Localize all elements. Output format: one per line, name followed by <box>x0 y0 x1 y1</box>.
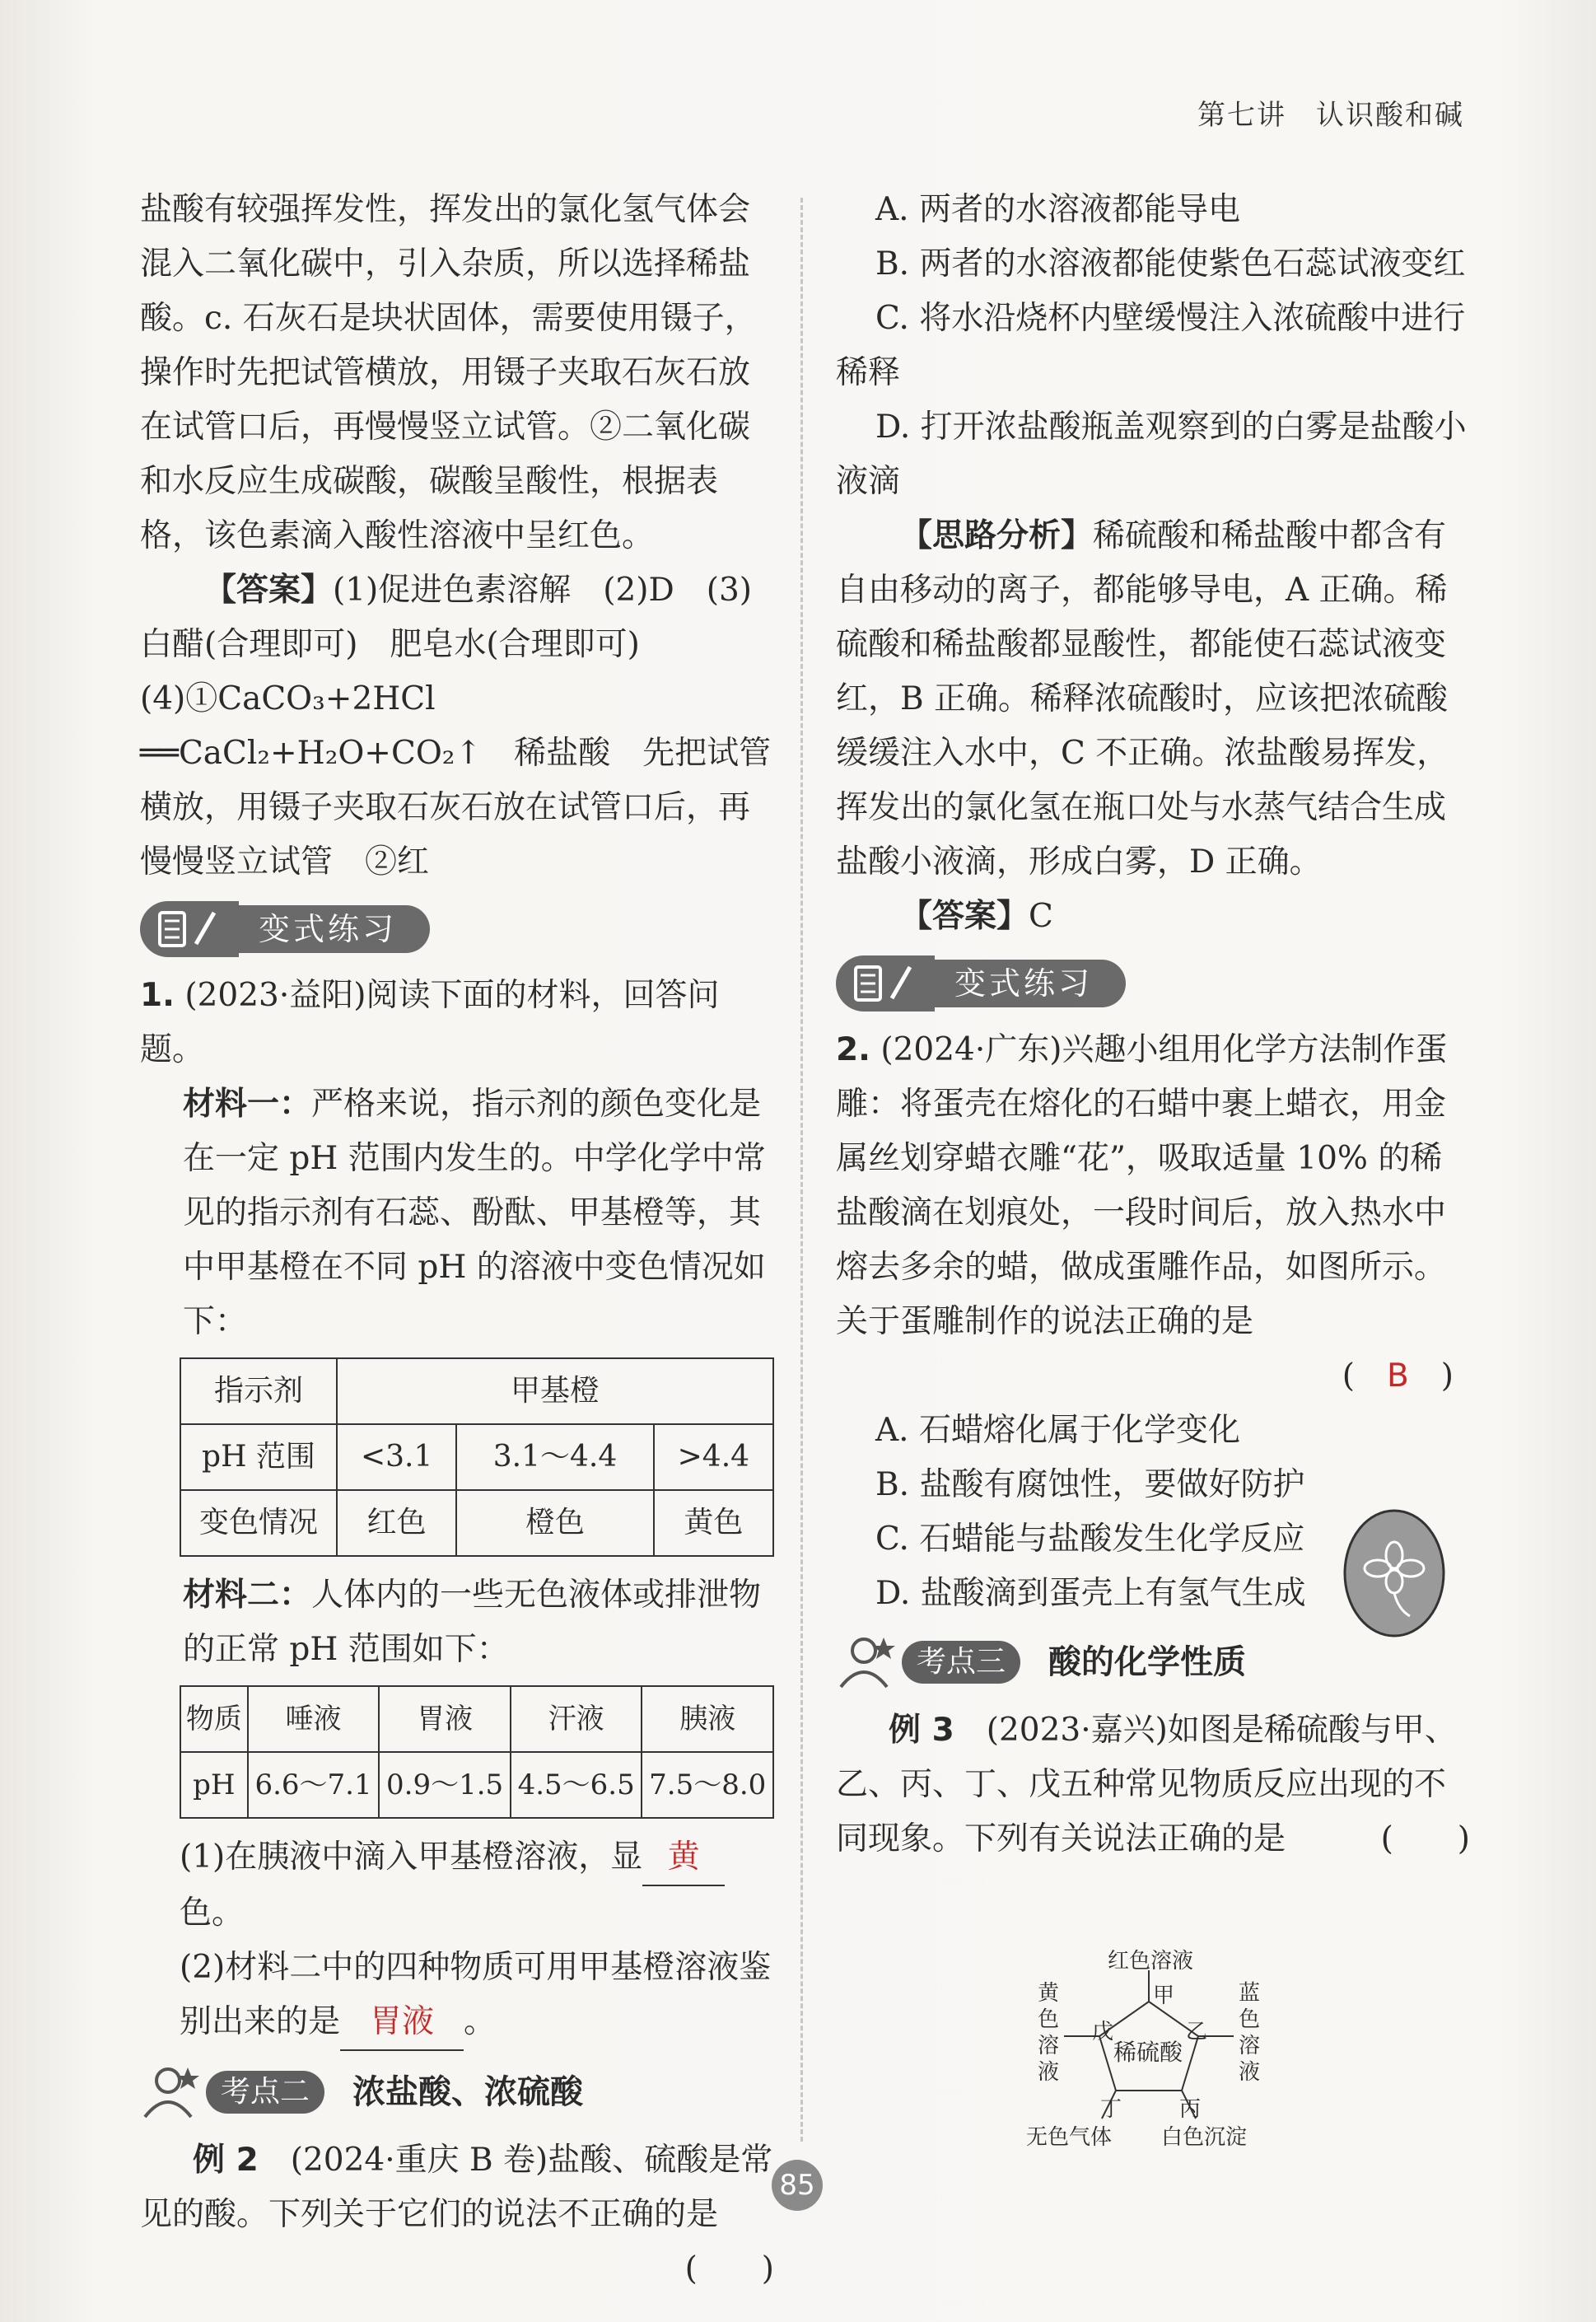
table-cell: 胃液 <box>379 1686 511 1752</box>
table-cell: 0.9～1.5 <box>379 1752 511 1818</box>
q2-options <box>836 1404 1314 1621</box>
ex3-paren: ( ) <box>1380 1820 1470 1857</box>
answer-label: 【答案】 <box>900 898 1029 935</box>
q2-answer-paren: ( B ) <box>1342 1357 1454 1395</box>
example-2 <box>140 2133 774 2242</box>
label-right: 蓝色溶液 <box>1239 1981 1261 2085</box>
practice-banner <box>836 954 1470 1013</box>
kaodian-title: 浓盐酸、浓硫酸 <box>352 2073 584 2111</box>
option-d: D. 盐酸滴到蛋壳上有氢气生成 <box>875 1575 1306 1612</box>
example-3 <box>836 1703 1470 1866</box>
m2-text: 人体内的一些无色液体或排泄物的正常 pH 范围如下： <box>183 1577 762 1668</box>
ex3-label: 例 3 <box>889 1712 954 1749</box>
ex2-text: (2024·重庆 B 卷)盐酸、硫酸是常见的酸。下列关于它们的说法不正确的是 <box>140 2142 773 2233</box>
ex2-paren: ( ) <box>684 2250 774 2287</box>
label-bottom-right: 白色沉淀 <box>1161 2125 1248 2150</box>
left-column <box>140 183 774 2296</box>
chapter-header: 第七讲 认识酸和碱 <box>1197 99 1464 132</box>
option-a: A. 石蜡熔化属于化学变化 <box>875 1412 1240 1449</box>
ex2-label: 例 2 <box>193 2142 259 2179</box>
q2-text: (2024·广东)兴趣小组用化学方法制作蛋雕：将蛋壳在熔化的石蜡中裹上蜡衣，用金属丝划穿蜡衣雕“花”，吸取适量 10% 的稀盐酸滴在划痕处，一段时间后，放入热水中熔去多余的蜡，做成蛋雕作品，如图所示。关于蛋雕制作的说法正确的是 <box>836 1031 1448 1340</box>
analysis-paragraph <box>836 509 1470 890</box>
table-cell: 橙色 <box>456 1490 653 1556</box>
person-star-icon <box>140 2063 206 2122</box>
option-b: B. 两者的水溶液都能使紫色石蕊试液变红 <box>875 245 1466 283</box>
table-cell: 3.1～4.4 <box>456 1424 653 1490</box>
table-cell: 物质 <box>180 1686 248 1752</box>
label-yi: 乙 <box>1186 2020 1208 2044</box>
q1-1-answer: 黄 <box>642 1830 725 1886</box>
option-d: D. 打开浓盐酸瓶盖观察到的白雾是盐酸小液滴 <box>836 409 1467 500</box>
table-cell: 唾液 <box>248 1686 380 1752</box>
indicator-table <box>180 1357 774 1557</box>
table-row <box>180 1752 773 1818</box>
q2-number: 2. <box>836 1031 870 1068</box>
banner-label: 变式练习 <box>935 960 1126 1007</box>
table-cell: >4.4 <box>654 1424 773 1490</box>
label-left: 黄色溶液 <box>1038 1981 1060 2085</box>
m2-label: 材料二： <box>183 1577 312 1614</box>
practice-banner <box>140 899 774 959</box>
table-cell: 7.5～8.0 <box>642 1752 773 1818</box>
table-cell: 红色 <box>337 1490 456 1556</box>
label-jia: 甲 <box>1153 1983 1175 2008</box>
option-c: C. 将水沿烧杯内壁缓慢注入浓硫酸中进行稀释 <box>836 300 1466 391</box>
label-bing: 丙 <box>1179 2097 1202 2122</box>
table-cell: 甲基橙 <box>337 1358 773 1424</box>
table-row <box>180 1424 773 1490</box>
q1-2-answer: 胃液 <box>340 1995 464 2051</box>
person-star-icon <box>836 1633 902 1692</box>
book-pen-icon <box>836 955 935 1011</box>
ex3-text: (2023·嘉兴)如图是稀硫酸与甲、乙、丙、丁、戊五种常见物质反应出现的不同现象。下列有关说法正确的是 <box>836 1712 1457 1857</box>
q1-sub-1 <box>140 1830 774 1941</box>
table-cell: 变色情况 <box>180 1490 337 1556</box>
q1-1-suffix: 色。 <box>180 1895 245 1932</box>
q1-stem: (2023·益阳)阅读下面的材料，回答问题。 <box>140 977 720 1068</box>
m1-label: 材料一： <box>183 1086 312 1123</box>
table-cell: 4.5～6.5 <box>511 1752 642 1818</box>
label-wu: 戊 <box>1092 2020 1114 2044</box>
table-row <box>180 1358 773 1424</box>
kaodian-3-heading <box>836 1629 1470 1695</box>
kaodian-2-heading <box>140 2059 774 2125</box>
answer-text: (1)促进色素溶解 (2)D (3)白醋(合理即可) 肥皂水(合理即可) (4)①CaCO₃+2HCl ══CaCl₂+H₂O+CO₂↑ 稀盐酸 先把试管横放，用镊子夹取石灰石放在试管口后，再慢慢竖立试管 ②红 <box>140 572 772 881</box>
answer-text: C <box>1029 898 1053 935</box>
q1-number: 1. <box>140 977 175 1014</box>
kaodian-tag: 考点二 <box>206 2071 324 2114</box>
q1-1-text: (1)在胰液中滴入甲基橙溶液，显 <box>180 1838 643 1876</box>
kaodian-tag: 考点三 <box>902 1641 1020 1684</box>
question-2 <box>836 1023 1470 1349</box>
table-row <box>180 1490 773 1556</box>
m1-text: 严格来说，指示剂的颜色变化是在一定 pH 范围内发生的。中学化学中常见的指示剂有石蕊、酚酞、甲基橙等，其中甲基橙在不同 pH 的溶液中变色情况如下： <box>183 1086 766 1340</box>
table-cell: 6.6～7.1 <box>248 1752 380 1818</box>
answer-2 <box>836 890 1470 944</box>
table-cell: 胰液 <box>642 1686 773 1752</box>
analysis-text: 稀硫酸和稀盐酸中都含有自由移动的离子，都能够导电，A 正确。稀硫酸和稀盐酸都显酸性，都能使石蕊试液变红，B 正确。稀释浓硫酸时，应该把浓硫酸缓缓注入水中，C 不正确。浓盐酸易挥发，挥发出的氯化氢在瓶口处与水蒸气结合生成盐酸小液滴，形成白雾，D 正确。 <box>836 517 1449 881</box>
table-cell: 黄色 <box>654 1490 773 1556</box>
label-ding: 丁 <box>1100 2097 1122 2122</box>
option-c: C. 石蜡能与盐酸发生化学反应 <box>875 1521 1305 1558</box>
question-1 <box>140 969 774 1077</box>
analysis-label: 【思路分析】 <box>900 517 1094 554</box>
page-number: 85 <box>772 2160 823 2211</box>
table-row <box>180 1686 773 1752</box>
option-b: B. 盐酸有腐蚀性，要做好防护 <box>875 1466 1305 1503</box>
option-a: A. 两者的水溶液都能导电 <box>875 191 1240 228</box>
material-2 <box>140 1568 774 1677</box>
table-cell: 汗液 <box>511 1686 642 1752</box>
answer-paragraph <box>140 563 774 890</box>
egg-carving-image <box>1341 1507 1448 1639</box>
table-cell: 指示剂 <box>180 1358 337 1424</box>
kaodian-title: 酸的化学性质 <box>1048 1643 1247 1681</box>
answer-label: 【答案】 <box>204 572 334 609</box>
column-divider <box>800 198 803 2142</box>
table-cell: pH 范围 <box>180 1424 337 1490</box>
label-bottom-left: 无色气体 <box>1026 2125 1113 2150</box>
table-cell: pH <box>180 1752 248 1818</box>
ph-table <box>180 1685 774 1819</box>
banner-label: 变式练习 <box>239 905 430 953</box>
q2-answer: B <box>1387 1357 1409 1395</box>
table-cell: <3.1 <box>337 1424 456 1490</box>
label-top: 红色溶液 <box>1108 1949 1194 1974</box>
q1-2-suffix: 。 <box>464 2003 497 2040</box>
material-1 <box>140 1077 774 1349</box>
intro-paragraph: 盐酸有较强挥发性，挥发出的氯化氢气体会混入二氧化碳中，引入杂质，所以选择稀盐酸。c. 石灰石是块状固体，需要使用镊子，操作时先把试管横放，用镊子夹取石灰石放在试管口后，再慢慢竖立试管。②二氧化碳和水反应生成碳酸，碳酸呈酸性，根据表格，该色素滴入酸性溶液中呈红色。 <box>140 191 757 554</box>
q1-sub-2 <box>140 1941 774 2051</box>
label-center: 稀硫酸 <box>1113 2039 1183 2066</box>
reaction-diagram <box>1013 1944 1285 2150</box>
book-pen-icon <box>140 901 239 957</box>
q1-2-text: (2)材料二中的四种物质可用甲基橙溶液鉴别出来的是 <box>180 1949 772 2040</box>
